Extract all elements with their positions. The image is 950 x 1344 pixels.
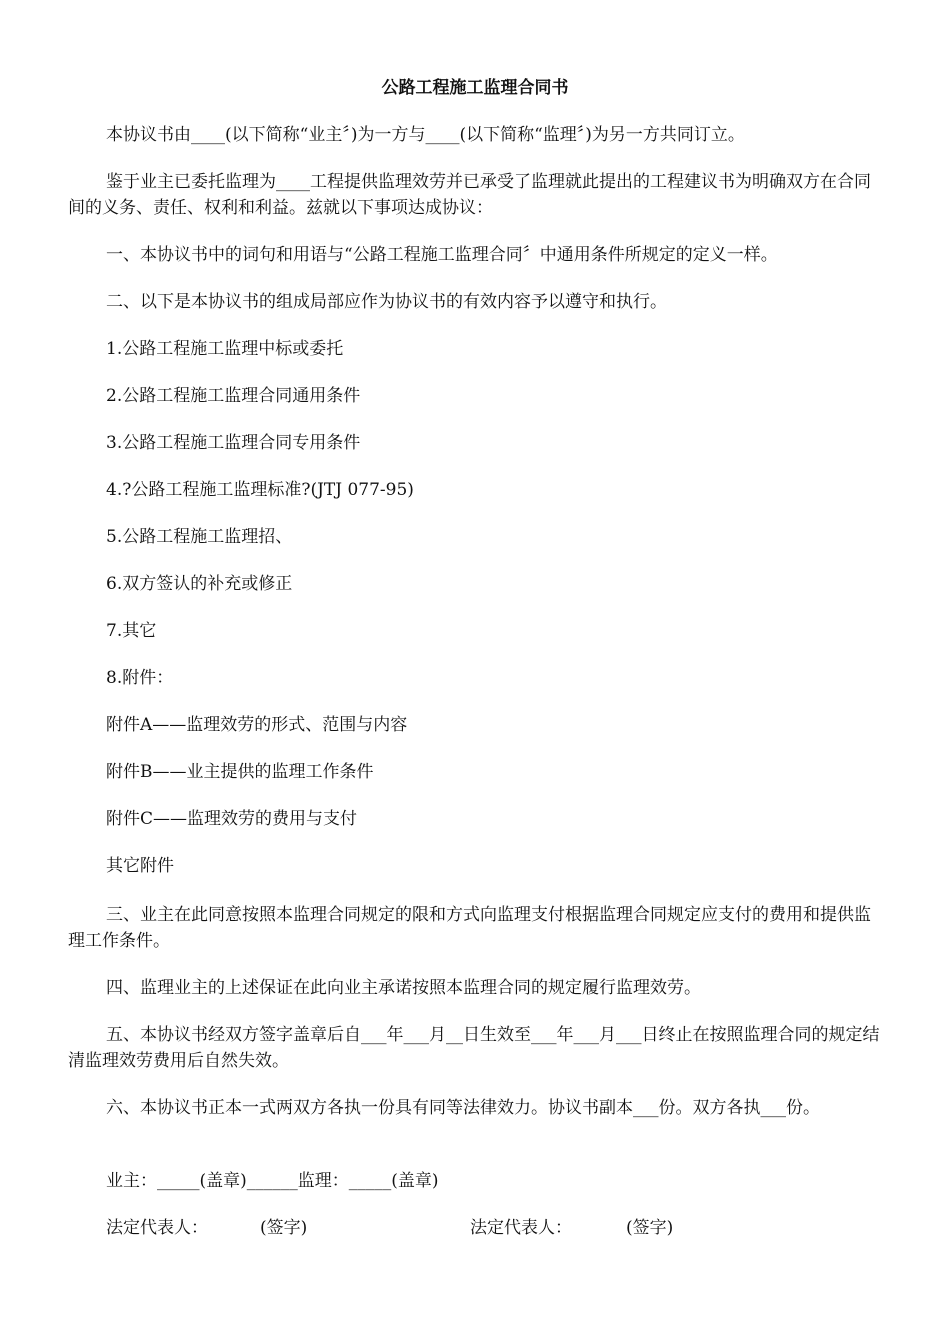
paragraph-clause-4: 四、监理业主的上述保证在此向业主承诺按照本监理合同的规定履行监理效劳。 xyxy=(106,978,701,998)
paragraph-whereas: 鉴于业主已委托监理为____工程提供监理效劳并已承受了监理就此提出的工程建议书为明确双方在合同间的义务、责任、权利和利益。兹就以下事项达成协议： xyxy=(68,172,871,218)
list-item: 3.公路工程施工监理合同专用条件 xyxy=(106,433,361,453)
document-title: 公路工程施工监理合同书 xyxy=(381,78,569,98)
legal-rep-right-sign: (签字) xyxy=(626,1218,674,1238)
annex-item: 附件B——业主提供的监理工作条件 xyxy=(106,762,374,782)
list-item: 4.?公路工程施工监理标准?(JTJ 077-95) xyxy=(106,480,414,500)
list-item: 8.附件： xyxy=(106,668,174,688)
list-item: 2.公路工程施工监理合同通用条件 xyxy=(106,386,361,406)
paragraph-clause-6: 六、本协议书正本一式两双方各执一份具有同等法律效力。协议书副本___份。双方各执___份。 xyxy=(106,1098,820,1118)
paragraph-intro: 本协议书由____(以下简称“业主〞)为一方与____(以下简称“监理〞)为另一方共同订立。 xyxy=(106,125,745,145)
list-item: 5.公路工程施工监理招、 xyxy=(106,527,293,547)
paragraph-clause-3: 三、业主在此同意按照本监理合同规定的限和方式向监理支付根据监理合同规定应支付的费用和提供监理工作条件。 xyxy=(68,905,871,951)
annex-item: 附件C——监理效劳的费用与支付 xyxy=(106,809,358,829)
paragraph-clause-2: 二、以下是本协议书的组成局部应作为协议书的有效内容予以遵守和执行。 xyxy=(106,292,667,312)
paragraph-clause-5: 五、本协议书经双方签字盖章后自___年___月__日生效至___年___月___日终止在按照监理合同的规定结清监理效劳费用后自然失效。 xyxy=(68,1025,880,1071)
legal-rep-left-sign: (签字) xyxy=(260,1218,308,1238)
list-item: 6.双方签认的补充或修正 xyxy=(106,574,293,594)
list-item: 7.其它 xyxy=(106,621,157,641)
list-item: 1.公路工程施工监理中标或委托 xyxy=(106,339,344,359)
annex-item: 附件A——监理效劳的形式、范围与内容 xyxy=(106,715,408,735)
legal-rep-left-label: 法定代表人： xyxy=(106,1218,208,1238)
signature-parties-line: 业主：_____(盖章)______监理：_____(盖章) xyxy=(106,1171,439,1191)
paragraph-clause-1: 一、本协议书中的词句和用语与“公路工程施工监理合同〞中通用条件所规定的定义一样。 xyxy=(106,245,778,265)
annex-item: 其它附件 xyxy=(106,856,174,876)
legal-rep-right-label: 法定代表人： xyxy=(470,1218,572,1238)
